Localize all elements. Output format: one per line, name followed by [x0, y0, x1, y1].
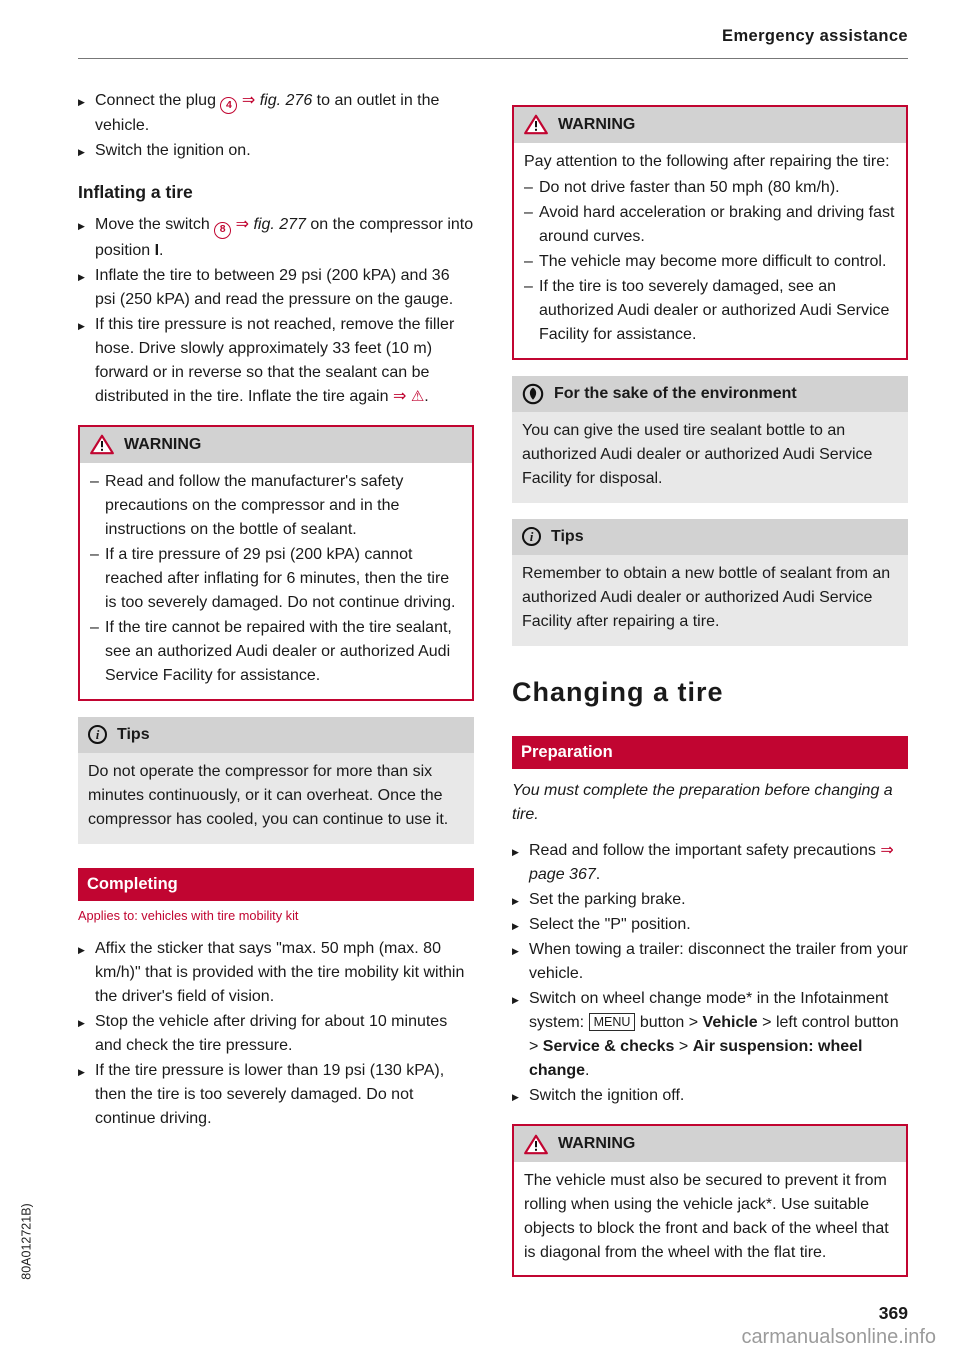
circled-number: 8: [214, 222, 231, 239]
bullet-marker-icon: ▶: [512, 896, 519, 906]
bullet-item: [78, 937, 474, 1009]
environment-text: You can give the used tire sealant bottle to an authorized Audi dealer or authorized Audi Service Facility for disposal.: [522, 421, 873, 487]
text-segment: If a tire pressure of 29 psi (200 kPA) cannot reached after inflating for 6 minutes, then the tire is too severely damaged. Do not continue driving.: [105, 545, 456, 611]
completing-bullet-list: [78, 937, 474, 1131]
dash-marker: –: [524, 178, 533, 196]
text-segment: .: [424, 387, 429, 405]
bullet-item: [512, 1084, 908, 1108]
warning-triangle-icon: [524, 1134, 548, 1155]
environment-box-header: [512, 376, 908, 412]
text-segment: If the tire pressure is lower than 19 psi (130 kPA), then the tire is too severely damaged. Do not continue driving.: [95, 1061, 445, 1127]
bullet-item: [78, 313, 474, 409]
dash-marker: –: [90, 472, 99, 490]
page-header-title: Emergency assistance: [78, 24, 908, 59]
list-item-text: [105, 470, 462, 542]
text-segment: Select the "P" position.: [529, 916, 691, 933]
info-icon-glyph: i: [529, 529, 534, 545]
dash-marker: –: [524, 252, 533, 270]
text-segment: Stop the vehicle after driving for about 10 minutes and check the tire pressure.: [95, 1012, 448, 1054]
warning-box-compressor: [78, 425, 474, 701]
text-segment: Connect the plug: [95, 91, 221, 109]
list-item-text: [539, 176, 896, 200]
bullet-marker-icon: ▶: [78, 320, 85, 331]
dash-marker: –: [90, 618, 99, 636]
warning-triangle-icon: [524, 114, 548, 135]
list-item-text: [95, 313, 474, 409]
left-column: [78, 89, 474, 1293]
bullet-marker-icon: ▶: [512, 1092, 519, 1102]
list-item-text: [95, 213, 474, 262]
text-segment: .: [585, 1062, 590, 1079]
text-segment: Avoid hard acceleration or braking and driving fast around curves.: [539, 203, 895, 245]
bullet-item: [512, 938, 908, 986]
list-item-text: [105, 616, 462, 688]
list-item-text: [95, 937, 474, 1009]
tips-box-sealant: [512, 519, 908, 646]
tips-box-body: [512, 555, 908, 646]
warning-item: [90, 470, 462, 542]
text-segment: >: [674, 1038, 693, 1055]
bullet-item: [78, 139, 474, 163]
environment-icon: [522, 383, 544, 405]
warning-item: [524, 201, 896, 249]
heading-changing-a-tire: Changing a tire: [512, 676, 724, 707]
list-item-text: [95, 264, 474, 312]
list-item-text: [539, 250, 896, 274]
text-segment: Air suspension: wheel change: [529, 1038, 863, 1079]
bullet-item: [78, 213, 474, 262]
bullet-marker-icon: ▶: [512, 921, 519, 931]
warning-intro-text: Pay attention to the following after repairing the tire:: [524, 152, 890, 170]
text-segment: Affix the sticker that says "max. 50 mph (max. 80 km/h)" that is provided with the tire mobility kit within the driver's field of vision.: [95, 939, 465, 1005]
warning-item: [90, 616, 462, 688]
dash-marker: –: [90, 545, 99, 563]
text-segment: I: [154, 241, 160, 259]
ref-arrow-icon: ⇒: [241, 91, 256, 109]
list-item-text: [539, 275, 896, 347]
menu-key: MENU: [589, 1013, 636, 1031]
text-segment: If this tire pressure is not reached, remove the filler hose. Drive slowly approximately 33 feet (10 m) forward or in reverse so that the sealant can be distributed in the tire. Inflate the tire again: [95, 315, 455, 405]
tips-box-title: Tips: [551, 527, 584, 545]
list-item-text: [529, 888, 908, 912]
text-segment: page 367: [529, 866, 596, 883]
tips-text: Do not operate the compressor for more than six minutes continuously, or it can overheat. Once the compressor has cooled, you can continue to use it.: [88, 762, 449, 828]
list-item-text: [95, 1059, 474, 1131]
bullet-marker-icon: ▶: [78, 271, 85, 282]
bullet-item: [512, 888, 908, 912]
info-icon: [88, 725, 107, 744]
text-segment: Service & checks: [542, 1038, 675, 1055]
ref-arrow-icon: ⇒: [392, 387, 407, 405]
tips-box-header: [512, 519, 908, 555]
warning-box-body: [514, 1162, 906, 1275]
info-icon: [522, 527, 541, 546]
text-segment: Switch the ignition on.: [95, 142, 251, 160]
bullet-marker-icon: ▶: [512, 946, 519, 956]
text-segment: .: [595, 866, 601, 883]
text-segment: When towing a trailer: disconnect the trailer from your vehicle.: [529, 941, 908, 982]
ref-arrow-icon: ⇒: [880, 842, 894, 859]
list-item-text: [539, 201, 896, 249]
warning-box-title: WARNING: [558, 1135, 636, 1152]
info-icon-glyph: i: [95, 727, 100, 743]
inflating-bullet-list: [78, 213, 474, 408]
bullet-item: [78, 89, 474, 138]
ref-arrow-icon: ⇒: [235, 216, 250, 234]
list-item-text: [529, 913, 908, 937]
environment-box: [512, 376, 908, 503]
preparation-intro: You must complete the preparation before changing a tire.: [512, 782, 893, 823]
text-segment: Move the switch: [95, 216, 215, 234]
text-segment: button >: [635, 1014, 703, 1031]
tips-text: Remember to obtain a new bottle of sealant from an authorized Audi dealer or authorized Audi Service Facility after repairing a tire.: [522, 564, 891, 630]
list-item-text: [529, 839, 908, 887]
bullet-item: [78, 1010, 474, 1058]
bullet-marker-icon: ▶: [78, 944, 85, 955]
warning-box-jack: [512, 1124, 908, 1277]
side-code: 80A012721B): [19, 1203, 34, 1280]
list-item-text: [95, 89, 474, 138]
list-item-text: [529, 938, 908, 986]
environment-box-title: For the sake of the environment: [554, 384, 797, 402]
completing-banner: Completing: [78, 868, 474, 901]
bullet-item: [512, 839, 908, 887]
list-item-text: [529, 987, 908, 1083]
text-segment: Read and follow the important safety precautions: [529, 842, 881, 859]
text-segment: > left control button >: [529, 1014, 899, 1055]
tips-box-compressor: [78, 717, 474, 844]
text-segment: Do not drive faster than 50 mph (80 km/h).: [539, 178, 840, 196]
preparation-banner: Preparation: [512, 736, 908, 769]
tips-box-header: [78, 717, 474, 753]
warning-item-list: [90, 470, 462, 688]
text-segment: Switch the ignition off.: [529, 1087, 685, 1104]
warning-box-header: [514, 1126, 906, 1162]
right-column: [512, 89, 908, 1293]
intro-bullet-list: [78, 89, 474, 163]
bullet-marker-icon: ▶: [78, 221, 85, 232]
text-segment: If the tire cannot be repaired with the tire sealant, see an authorized Audi dealer or authorized Audi Service Facility for assistance.: [105, 618, 452, 684]
warning-box-after-repair: [512, 105, 908, 360]
warning-triangle-icon: [90, 434, 114, 455]
bullet-item: [512, 987, 908, 1083]
list-item-text: [95, 139, 474, 163]
bullet-item: [78, 264, 474, 312]
warning-triangle-inline-icon: ⚠: [410, 387, 425, 405]
environment-box-body: [512, 412, 908, 503]
warning-item-list: [524, 176, 896, 347]
list-item-text: [95, 1010, 474, 1058]
text-segment: Switch on wheel change mode* in the Infotainment system:: [529, 990, 889, 1031]
preparation-bullet-list: [512, 839, 908, 1108]
page-number: 369: [878, 1302, 908, 1323]
text-segment: Inflate the tire to between 29 psi (200 kPA) and 36 psi (250 kPA) and read the pressure on the gauge.: [95, 266, 454, 308]
warning-box-header: [514, 107, 906, 143]
warning-text: The vehicle must also be secured to prevent it from rolling when using the vehicle jack*. Use suitable objects to block the front and back of the wheel that is diagonal from the wheel with the flat tire.: [524, 1172, 889, 1261]
warning-item: [524, 250, 896, 274]
text-segment: on the compressor into position: [95, 216, 474, 259]
heading-inflating-a-tire: Inflating a tire: [78, 182, 193, 203]
tips-box-body: [78, 753, 474, 844]
tips-box-title: Tips: [117, 725, 150, 743]
content-columns: [78, 89, 908, 1293]
bullet-item: [512, 913, 908, 937]
list-item-text: [529, 1084, 908, 1108]
bullet-marker-icon: ▶: [512, 995, 519, 1005]
text-segment: Vehicle: [702, 1014, 758, 1031]
text-segment: The vehicle may become more difficult to control.: [539, 252, 887, 270]
applies-note: Applies to: vehicles with tire mobility kit: [78, 907, 299, 923]
bullet-item: [78, 1059, 474, 1131]
text-segment: If the tire is too severely damaged, see an authorized Audi dealer or authorized Audi Service Facility for assistance.: [539, 277, 890, 343]
text-segment: fig. 276: [259, 91, 313, 109]
bullet-marker-icon: ▶: [78, 1017, 85, 1028]
warning-box-header: [80, 427, 472, 463]
bullet-marker-icon: ▶: [512, 847, 519, 857]
warning-box-title: WARNING: [558, 115, 636, 133]
warning-item: [524, 275, 896, 347]
text-segment: Read and follow the manufacturer's safety precautions on the compressor and in the instructions on the bottle of sealant.: [105, 472, 404, 538]
text-segment: to an outlet in the vehicle.: [95, 91, 440, 135]
bullet-marker-icon: ▶: [78, 147, 85, 158]
warning-item: [524, 176, 896, 200]
warning-box-title: WARNING: [124, 435, 202, 453]
warning-item: [90, 543, 462, 615]
circled-number: 4: [220, 97, 237, 114]
text-segment: .: [159, 241, 164, 259]
warning-box-body: [514, 143, 906, 358]
list-item-text: [105, 543, 462, 615]
text-segment: fig. 277: [253, 216, 306, 234]
dash-marker: –: [524, 277, 533, 295]
bullet-marker-icon: ▶: [78, 1066, 85, 1077]
warning-box-body: [80, 463, 472, 699]
watermark: carmanualsonline.info: [741, 1326, 936, 1348]
bullet-marker-icon: ▶: [78, 96, 85, 107]
text-segment: Set the parking brake.: [529, 891, 686, 908]
dash-marker: –: [524, 203, 533, 221]
